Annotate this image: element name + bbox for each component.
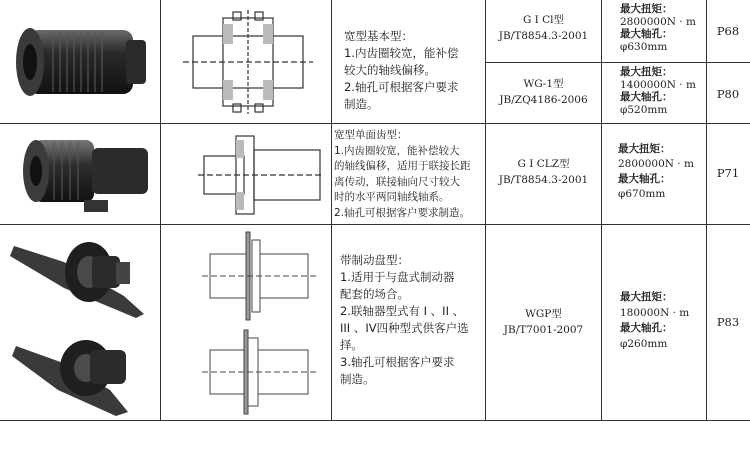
description-line: 1.适用于与盘式制动器 — [340, 270, 455, 284]
bore-value: φ260mm — [620, 337, 668, 350]
bore-value: φ670mm — [618, 188, 666, 200]
model-standard-giclz — [486, 156, 601, 188]
description-line: 制造。 — [340, 372, 375, 386]
model-name: G I CLZ型 — [517, 158, 570, 170]
model-name: WGP型 — [525, 308, 562, 320]
description-line: 1.内齿圈较宽，能补偿 — [344, 46, 459, 60]
torque-label: 最大扭矩： — [620, 291, 673, 303]
bore-label: 最大轴孔： — [620, 322, 673, 334]
description-brake-disc — [340, 252, 484, 388]
model-standard-wgp — [486, 306, 601, 338]
description-line: 离传动，联接轴向尺寸较大 — [334, 175, 460, 188]
row-divider-bottom — [0, 420, 750, 421]
col-divider-photo — [160, 0, 161, 420]
description-title: 宽型单面齿型： — [334, 129, 408, 141]
description-line: 配套的场合。 — [340, 287, 409, 301]
coupling-drawing-wide-basic — [178, 6, 318, 118]
torque-label: 最大扭矩： — [618, 143, 671, 155]
model-name: G I Cl型 — [522, 14, 565, 26]
bore-label: 最大轴孔： — [618, 173, 671, 185]
description-line: 2.联轴器型式有 I 、II 、 — [340, 304, 465, 318]
page-ref: P71 — [716, 166, 740, 180]
bore-value: φ520mm — [620, 103, 668, 116]
description-line: 制造。 — [344, 97, 379, 111]
model-standard-wg1 — [486, 76, 601, 108]
torque-label: 最大扭矩： — [620, 66, 673, 78]
model-name: WG-1型 — [523, 78, 564, 90]
bore-label: 最大轴孔： — [620, 91, 673, 103]
coupling-photo-wide-single — [6, 128, 156, 220]
page-ref: P83 — [716, 315, 740, 329]
model-standard-gicl — [486, 12, 601, 44]
description-line: 1.内齿圈较宽，能补偿较大 — [334, 144, 460, 157]
description-wide-single — [334, 128, 484, 221]
coupling-drawing-brake-disc-1 — [200, 230, 320, 322]
row-divider-1 — [0, 123, 750, 124]
spec-gicl — [620, 3, 706, 53]
torque-value: 1400000N · m — [620, 78, 696, 91]
row-divider-2 — [0, 224, 750, 225]
standard-code: JB/T8854.3-2001 — [498, 174, 589, 186]
torque-value: 180000N · m — [620, 306, 690, 319]
torque-label: 最大扭矩： — [620, 3, 673, 15]
col-divider-std — [601, 0, 602, 420]
description-line: 2.轴孔可根据客户要求制造。 — [334, 206, 471, 219]
description-title: 带制动盘型： — [340, 253, 409, 267]
page-ref: P68 — [716, 24, 740, 38]
col-divider-drawing — [331, 0, 332, 420]
bore-label: 最大轴孔： — [620, 28, 673, 40]
torque-value: 2800000N · m — [618, 158, 694, 170]
description-line: 2.轴孔可根据客户要求 — [344, 80, 459, 94]
description-line: III 、IV四种型式供客户选 — [340, 321, 469, 335]
spec-wg1 — [620, 66, 706, 116]
description-line: 择。 — [340, 338, 363, 352]
col-divider-spec — [706, 0, 707, 420]
coupling-drawing-wide-single — [196, 130, 326, 220]
description-wide-basic — [344, 28, 484, 113]
standard-code: JB/T8854.3-2001 — [498, 30, 589, 42]
torque-value: 2800000N · m — [620, 15, 696, 28]
description-line: 3.轴孔可根据客户要求 — [340, 355, 455, 369]
description-line: 较大的轴线偏移。 — [344, 63, 436, 77]
col-divider-desc — [485, 0, 486, 420]
coupling-drawing-brake-disc-2 — [200, 328, 320, 416]
description-line: 的轴线偏移，适用于联接长距 — [334, 160, 471, 172]
spec-wgp — [620, 290, 706, 352]
coupling-photo-brake-disc-1 — [4, 226, 158, 322]
spec-giclz — [618, 142, 706, 202]
standard-code: JB/ZQ4186-2006 — [499, 94, 588, 106]
description-title: 宽型基本型： — [344, 29, 413, 43]
description-line: 时的水平两同轴线轴系。 — [334, 191, 450, 203]
coupling-photo-brake-disc-2 — [6, 328, 156, 418]
standard-code: JB/T7001-2007 — [503, 324, 584, 336]
bore-value: φ630mm — [620, 40, 668, 53]
subrow-divider — [485, 62, 750, 63]
coupling-photo-wide-basic — [8, 8, 153, 116]
page-ref: P80 — [716, 87, 740, 101]
